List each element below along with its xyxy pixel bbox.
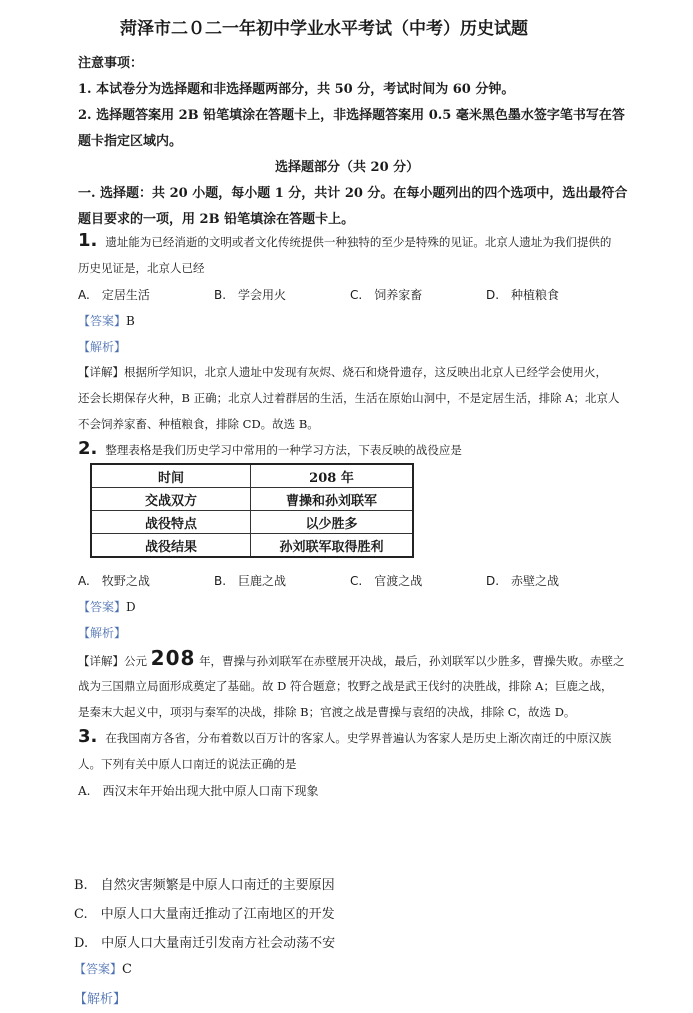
question-3-option-b[interactable]: B. 自然灾害频繁是中原人口南迁的主要原因: [74, 878, 335, 893]
question-3-analysis-tag: 【解析】: [74, 992, 127, 1007]
question-1-number: 1.: [78, 230, 98, 251]
question-3-option-a[interactable]: A. 西汉末年开始出现大批中原人口南下现象: [78, 784, 319, 798]
answer-tag: 【答案】: [78, 600, 127, 614]
question-1-detail-line-3: 不会饲养家畜、种植粮食，排除 CD。故选 B。: [78, 417, 319, 431]
question-2-detail-line-1: [78, 646, 625, 670]
table-cell: 曹操和孙刘联军: [251, 488, 414, 511]
question-2-option-d[interactable]: D. 赤壁之战: [486, 574, 560, 588]
question-2-detail-line-3: 是秦末大起义中，项羽与秦军的决战，排除 B；官渡之战是曹操与袁绍的决战，排除 C，故选 D。: [78, 705, 576, 719]
question-2-detail-text-1: 年，曹操与孙刘联军在赤壁展开决战，最后，孙刘联军以少胜多，曹操失败。赤壁之: [199, 654, 625, 668]
table-cell: 时间: [91, 464, 251, 488]
question-2-answer: [78, 598, 136, 615]
question-2-stem: [78, 438, 462, 459]
table-cell: 战役结果: [91, 534, 251, 558]
question-1-detail-text-1: 根据所学知识，北京人遗址中发现有灰烬、烧石和烧骨遗存，这反映出北京人已经学会使用火，: [124, 365, 607, 379]
question-3-number: 3.: [78, 726, 98, 747]
question-3-answer-value: C: [122, 962, 132, 977]
table-row: [91, 511, 413, 534]
question-3-stem-line-2: 人。下列有关中原人口南迁的说法正确的是: [78, 757, 297, 771]
section-heading: 选择题部分（共 20 分）: [275, 160, 420, 175]
table-cell: 孙刘联军取得胜利: [251, 534, 414, 558]
question-3-option-d[interactable]: D. 中原人口大量南迁引发南方社会动荡不安: [74, 936, 336, 951]
table-cell: 以少胜多: [251, 511, 414, 534]
notice-heading: 注意事项：: [78, 56, 144, 71]
question-1-option-b[interactable]: B. 学会用火: [214, 288, 287, 302]
question-2-number: 2.: [78, 438, 98, 459]
question-3-stem: [78, 726, 611, 747]
question-2-option-a[interactable]: A. 牧野之战: [78, 574, 150, 588]
question-1-analysis-tag: 【解析】: [78, 340, 127, 354]
answer-tag: 【答案】: [74, 962, 123, 976]
question-1-stem: [78, 230, 611, 251]
section-intro-line-1: 一. 选择题：共 20 小题，每小题 1 分，共计 20 分。在每小题列出的四个选项中，选出最符合: [78, 186, 628, 201]
question-1-option-a[interactable]: A. 定居生活: [78, 288, 150, 302]
question-2-analysis-tag: 【解析】: [78, 626, 127, 640]
question-2-detail-line-2: 战为三国鼎立局面形成奠定了基础。故 D 符合题意；牧野之战是武王伐纣的决胜战，排除 A；巨鹿之战，: [78, 679, 613, 693]
notice-item-2-line-1: 2. 选择题答案用 2B 铅笔填涂在答题卡上，非选择题答案用 0.5 毫米黑色墨水签字笔书写在答: [78, 108, 625, 123]
question-2-option-c[interactable]: C. 官渡之战: [350, 574, 423, 588]
question-1-option-d[interactable]: D. 种植粮食: [486, 288, 560, 302]
question-1-detail-line-1: [78, 364, 607, 380]
table-row: [91, 534, 413, 558]
question-1-answer-value: B: [126, 314, 135, 328]
question-3-option-c[interactable]: C. 中原人口大量南迁推动了江南地区的开发: [74, 907, 335, 922]
question-2-answer-value: D: [126, 600, 136, 614]
question-3-stem-line-1: 在我国南方各省，分布着数以百万计的客家人。史学界普遍认为客家人是历史上渐次南迁的中原汉族: [105, 731, 612, 745]
question-2-stem-text: 整理表格是我们历史学习中常用的一种学习方法，下表反映的战役应是: [105, 443, 462, 457]
battle-summary-table: [90, 463, 414, 558]
question-1-answer: [78, 312, 135, 329]
question-1-stem-line-2: 历史见证是，北京人已经: [78, 261, 205, 275]
notice-item-1: 1. 本试卷分为选择题和非选择题两部分，共 50 分，考试时间为 60 分钟。: [78, 82, 515, 97]
table-cell: 交战双方: [91, 488, 251, 511]
detail-year: 208: [150, 646, 196, 670]
question-1-option-c[interactable]: C. 饲养家畜: [350, 288, 423, 302]
table-cell: 战役特点: [91, 511, 251, 534]
detail-prefix: 公元: [124, 654, 147, 668]
table-row: [91, 488, 413, 511]
question-1-stem-line-1: 遗址能为已经消逝的文明或者文化传统提供一种独特的至少是特殊的见证。北京人遗址为我们提供的: [105, 235, 612, 249]
exam-title: 菏泽市二０二一年初中学业水平考试（中考）历史试题: [120, 19, 528, 39]
detail-tag: 【详解】: [78, 365, 124, 379]
table-cell: 208 年: [251, 464, 414, 488]
section-intro-line-2: 题目要求的一项，用 2B 铅笔填涂在答题卡上。: [78, 212, 355, 227]
detail-tag: 【详解】: [78, 654, 124, 668]
question-3-answer: [74, 960, 132, 977]
question-1-detail-line-2: 还会长期保存火种，B 正确；北京人过着群居的生活，生活在原始山洞中，不是定居生活，排除 A；北京人: [78, 391, 620, 405]
answer-tag: 【答案】: [78, 314, 127, 328]
table-row: [91, 464, 413, 488]
notice-item-2-line-2: 题卡指定区域内。: [78, 134, 183, 149]
question-2-option-b[interactable]: B. 巨鹿之战: [214, 574, 287, 588]
